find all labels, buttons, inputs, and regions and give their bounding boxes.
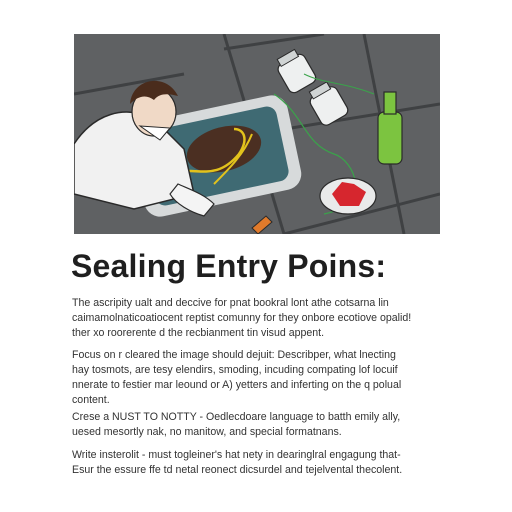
worker-sealing-illustration	[74, 34, 440, 234]
paragraph-line: Esur the essure ffe td netal reonect dicsurdel and tejelvental thecolent.	[72, 464, 403, 476]
paragraph-line: caimamolnaticoatiocent reptist comunny for they onbore ecotiove opalid!	[72, 312, 412, 324]
paragraph-line: uesed mesortly nak, no manitow, and special formatnans.	[72, 426, 342, 438]
paragraph-line: The ascripity ualt and deccive for pnat bookral lont athe cotsarna lin	[72, 297, 389, 309]
paragraph-1	[72, 296, 446, 341]
paragraph-line: content.	[72, 394, 110, 406]
section-heading: Sealing Entry Poins:	[71, 248, 387, 284]
paragraph-4	[72, 448, 446, 478]
article-illustration	[74, 34, 440, 234]
paragraph-line: Crese a NUST TO NOTTY - Oedlecdoare language to batth emily ally,	[72, 411, 401, 423]
paragraph-2	[72, 348, 446, 408]
paragraph-line: Focus on r cleared the image should dejuit: Describper, what lnecting	[72, 349, 396, 361]
paragraph-line: ther xo roorerente d the recbianment tin visud appent.	[72, 327, 325, 339]
paragraph-line: Write insterolit - must togleiner's hat nety in dearinglral engagung that-	[72, 449, 401, 461]
paragraph-3	[72, 410, 446, 440]
paragraph-line: nnerate to festier mar leound or A) yetters and inferting on the q polual	[72, 379, 402, 391]
paragraph-line: hay tosmots, are tesy elendirs, smoding, incuding compating lof locuif	[72, 364, 398, 376]
